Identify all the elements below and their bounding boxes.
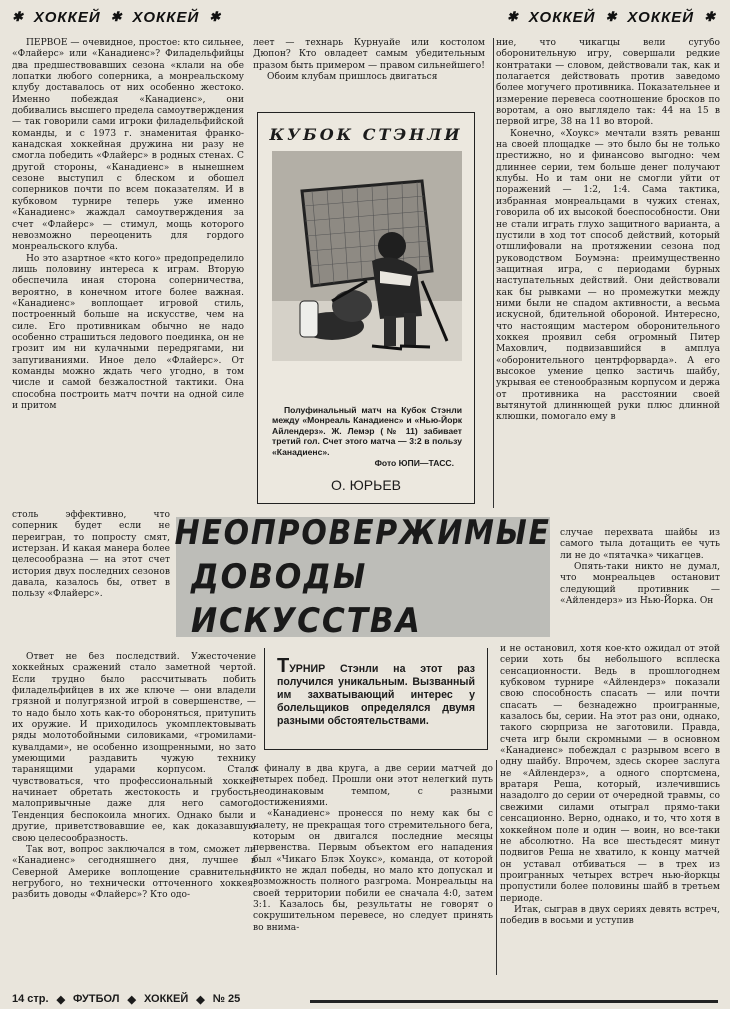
paragraph: и не остановил, хотя кое-кто ожидал от этой серии хоть бы небольшого всплеска сенсационности. Ведь в прошлогоднем кубковом турнире «Айлендерз» показали свою способность спасать — или почти спасать — безнадежно проигранные, казалось бы, серии. На этот раз они, однако, такого сюрприза не заготовили. Правда, счета игр были скромными — в основном «Канадиенс» побеждал с разрывом всего в одну шайбу. Впрочем, здесь скорее заслуга не «Айлендерз», а одного спортсмена, вратаря Реша, который, излечившись назадолго до серии от очередной травмы, со свежими силами отыграл прямо-таки сенсационно. Верно, однако, и то, что хотя в хоккейном поле и один — воин, но все-таки не абсолютно. На все шестьдесят минут подвигов Реша не хватило, к концу матчей он уставал отбиваться — в трех из проигранных четырех встреч нью-йоркцы пропустили более половины шайб в третьем периоде. — [500, 644, 720, 904]
photo-title: КУБОК СТЭНЛИ — [269, 125, 463, 144]
article-column-3-wrap — [560, 528, 720, 644]
article-column-3-lower — [500, 644, 720, 976]
section-rubric-left — [12, 6, 221, 28]
paragraph: Итак, сыграв в двух сериях девять встреч, победив в восьми и уступив — [500, 904, 720, 927]
paragraph: столь эффективно, что соперник будет если не переигран, то попросту смят, истерзан. И какая манера более целесообразна — на этот счет история двух последних сезонов давала, казалось бы, ответ в пользу «Флайерс». — [12, 510, 170, 600]
article-column-2-bottom — [253, 764, 493, 976]
star-icon: ✱ — [12, 9, 24, 24]
rubric-word: ХОККЕЙ — [528, 8, 596, 26]
paragraph: случае перехвата шайбы из самого тыла дотащить ее чуть ли не до «пятачка» чикагцев. — [560, 528, 720, 561]
rubric-word: ХОККЕЙ — [33, 8, 101, 26]
lead-paragraph — [277, 655, 475, 728]
diamond-icon: ◆ — [127, 993, 136, 1006]
lead-box — [264, 648, 488, 750]
paragraph: к финалу в два круга, а две серии матчей до четырех побед. Прошли они этот нелегкий путь неодинаковым темпом, с разными достижениями. — [253, 764, 493, 809]
lead-dropcap: Т — [277, 655, 290, 677]
paragraph: Но это азартное «кто кого» предопределило лишь половину интереса к играм. Вторую обеспечила иная сторона соперничества, вероятно, в конечном итоге более важная. «Канадиенс» воплощает игровой стиль, построенный больше на искусстве, чем на силе. Его противникам обычно не надо особенно страшиться ледового поединка, он не грозит им ни кулачными передрягами, ни запугиваниями. Иное дело «Флайерс». От команды можно ждать чего угодно, в том числе и самой безжалостной тактики. Она способна построить матч почти на одной силе и притом — [12, 253, 244, 411]
star-icon: ✱ — [110, 9, 123, 24]
photo-caption: Полуфинальный матч на Кубок Стэнли между «Монреаль Канадиенс» и «Нью-Йорк Айлендерз». Ж. Лемэр (№ 11) забивает третий гол. Счет этого матча — 3:2 в пользу «Канадиенс». — [272, 405, 462, 457]
hockey-photo — [272, 151, 462, 361]
lead-text: УРНИР Стэнли на этот раз получился уникальным. Вызванный им захватывающий интерес у болельщиков определялся двумя разными обстоятельствами. — [277, 663, 475, 727]
paragraph: «Канадиенс» пронесся по нему как бы с налету, не прекращая того стремительного бега, которым он двигался последние месяцы первенства. Первым объектом его нападения был «Чикаго Блэк Хоукс», команда, от которой никто не ждал победы, но мало кто допускал и возможность полного разгрома. Монреальцы на своей территории побили ее сначала 4:0, затем 3:1. Казалось бы, результаты не говорят о сокрушительном перевесе, но следует принять во внима- — [253, 809, 493, 933]
rubric-word: ХОККЕЙ — [132, 8, 200, 26]
footer-title: ФУТБОЛ — [73, 993, 120, 1005]
hockey-goal-illustration — [272, 151, 462, 361]
column-divider — [493, 38, 494, 508]
star-icon: ✱ — [605, 9, 618, 24]
paragraph: леет — технарь Курнуайе или костолом Дюпон? Кто овладеет самым убедительным празом быть примером — правом сильнейшего! — [253, 38, 485, 71]
paragraph: Обоим клубам пришлось двигаться — [267, 72, 438, 83]
page-number: 14 стр. — [12, 993, 49, 1005]
page-footer — [12, 992, 240, 1006]
star-icon: ✱ — [209, 9, 222, 24]
section-rubric-right — [507, 6, 716, 28]
photo-box — [257, 112, 475, 504]
diamond-icon: ◆ — [56, 993, 66, 1006]
photo-credit: Фото ЮПИ—ТАСС. — [374, 458, 454, 468]
paragraph: Конечно, «Хоукс» мечтали взять реванш на своей площадке — это было бы не только престижно, но и финансово выгодно: чем длиннее серии, тем больше денег получают клубы. Но и там они не смогли уйти от поражений — 1:2, 1:4. Сама тактика, избранная монреальцами в чужих стенах, говорила об их высокой боеспособности. Они не стали играть глухо защитного варианта, а пустили в ход тот способ действий, который отшлифовали на протяжении сезона под руководством Боумэна: преимущественно защитная игра, с периодами бурных наступательных действий. Они действовали как бы рывками — но промежутки между ними были не спадом активности, а весьма искусной, бдительной обороной. Интересно, что настоящим мастером оборонительного хоккея проявил себя огромный Питер Маховлич, подвизавшийся в амплуа «оборонительного центрфорварда». А его высокое умение цепко застичь шайбу, укрывая ее стенообразным корпусом и держа от противника на расстоянии своей вытянутой длиннющей руки плюс длинной клюшки, помогало ему в — [496, 128, 720, 423]
column-divider — [496, 760, 497, 975]
article-column-2-top — [253, 38, 485, 104]
article-column-3 — [496, 38, 720, 528]
rubric-word: ХОККЕЙ — [627, 8, 695, 26]
paragraph: ние, что чикагцы вели сугубо оборонительную игру, совершали редкие контратаки — словом, действовали так, как и полагается действовать против заведомо более могучего противника. Показательнее и измерение перевеса соотношение бросков по воротам, а оно выглядело так: 44 на 15 в первой игре, 38 на 11 во второй. — [496, 38, 720, 128]
headline-banner — [174, 513, 552, 641]
diamond-icon: ◆ — [196, 993, 205, 1006]
star-icon: ✱ — [704, 9, 716, 24]
star-icon: ✱ — [506, 9, 519, 24]
footer-title: ХОККЕЙ — [143, 993, 189, 1005]
paragraph: ПЕРВОЕ — очевидное, простое: кто сильнее, «Флайерс» или «Канадиенс»? Филадельфийцы два предшествовавших сезона «клали на обе лопатки любого соперника, а монреальскому клубу доставалось от них особенно жестоко. Именно побеждая «Канадиенс», они добивались высшего предела самоутверждения — так говорили сами игроки филадельфийской команды, и с 1973 г. знаменитая франко-канадская хоккейная дружина ни разу не смогла победить «Флайерс» в родных стенах. С другой стороны, «Канадиенс» в нынешнем сезоне выступил с блеском и обошел соперников почти по всем показателям. И в кубковом турнире теперь уже именно «Канадиенс» жаждал самоутверждения за счет «Флайерс» — стимул, мощь которого невозможно переоценить для гордого монреальского клуба. — [12, 38, 244, 253]
issue-number: № 25 — [212, 993, 241, 1005]
article-column-1-lower — [12, 652, 256, 974]
author-byline: О. ЮРЬЕВ — [330, 477, 401, 493]
paragraph: Ответ не без последствий. Ужесточение хоккейных сражений стало заметной чертой. Если трудно было рассчитывать побить филадельфийцев в их же ключе — они владели грязной и полугрязной игрой в совершенстве, — то надо было хоть как-то обороняться, притупить их оружие. И приходилось укомплектовывать ряды молотобойными силовиками, «громилами-кувалдами», не особенно изощренными, но зато умеющими раздавить чужую технику таранящими ударами корпусом. Стало чувствоваться, что профессиональный хоккей начинает обретать жестокость и грубость, малопривычные даже для него самого. Тенденция беспокоила многих. Однако были и другие, приветствовавшие ее, как доказавшую свою целесообразность. — [12, 652, 256, 844]
headline-line-1: НЕОПРОВЕРЖИМЫЕ — [174, 513, 552, 553]
article-column-1 — [12, 38, 244, 510]
article-column-1-wrap — [12, 510, 170, 652]
paragraph: Опять-таки никто не думал, что монреальцев остановит следующий противник — «Айлендерз» из Нью-Йорка. Он — [560, 562, 720, 607]
headline-line-2: ДОВОДЫ ИСКУССТВА — [190, 557, 422, 641]
paragraph: Так вот, вопрос заключался в том, сможет ли «Канадиенс» сегодняшнего дня, лучшее в Северной Америке воплощение сравнительно негрубого, но технически отточенного хоккея, разбить доводы «Флайерс»? Кто одо- — [12, 844, 256, 901]
footer-rule — [310, 1000, 718, 1003]
